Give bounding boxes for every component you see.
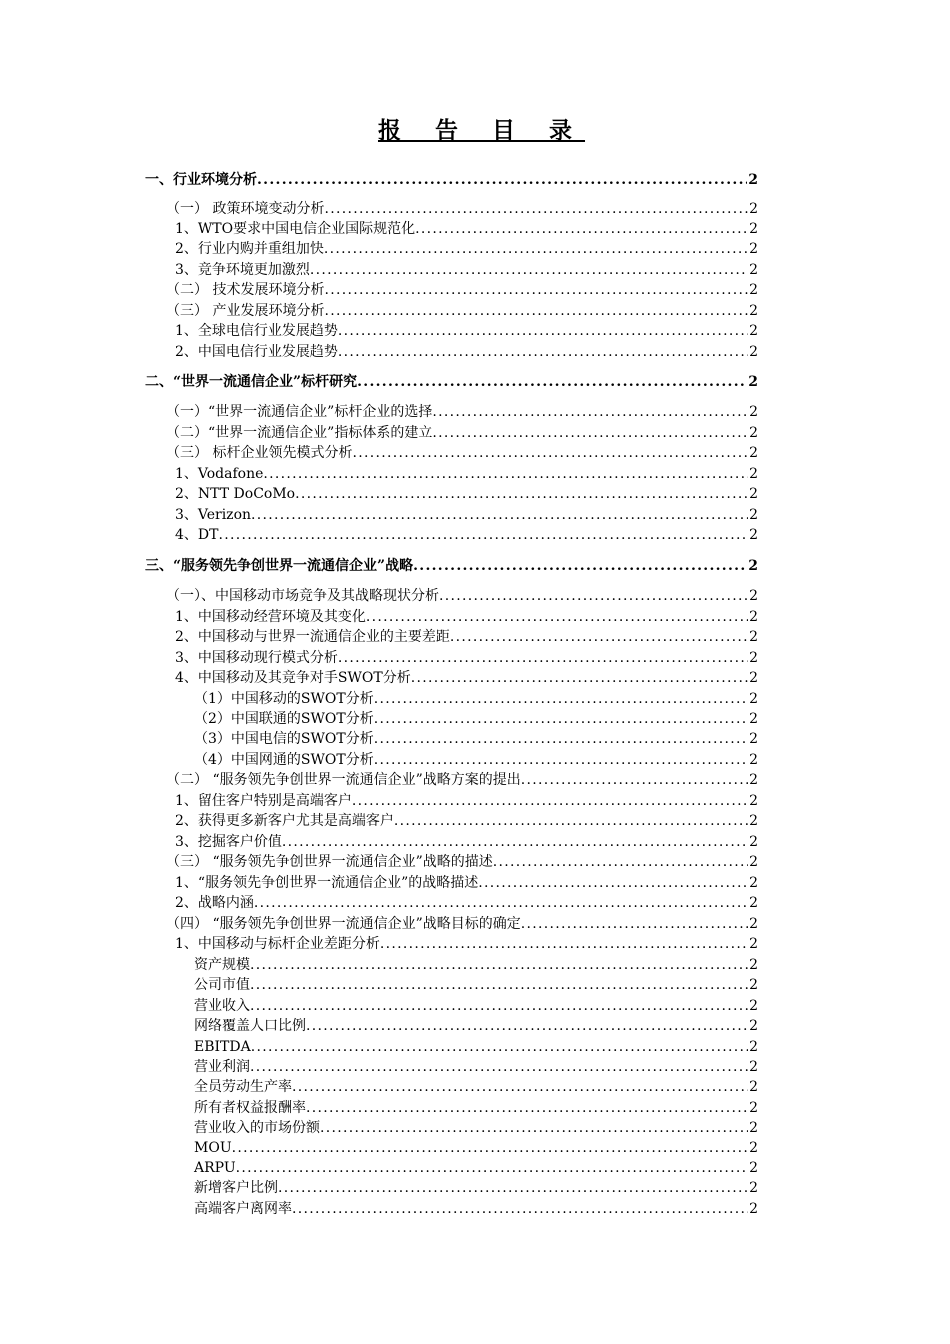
page-number: 2	[749, 813, 758, 829]
page-number: 2	[749, 1160, 758, 1176]
page-number: 2	[749, 241, 758, 257]
page-number: 2	[748, 374, 758, 390]
toc-entry-label: （3）中国电信的SWOT分析	[194, 731, 374, 747]
toc-entry-label: 1、WTO要求中国电信企业国际规范化	[175, 221, 416, 237]
toc-entry[interactable]	[194, 750, 758, 770]
dot-leader	[324, 239, 748, 259]
toc-entry-label: 2、中国移动与世界一流通信企业的主要差距	[175, 629, 450, 645]
toc-entry-label: 全员劳动生产率	[194, 1079, 292, 1095]
page-number: 2	[749, 466, 758, 482]
toc-entry-label: （一） 政策环境变动分析	[166, 201, 325, 217]
dot-leader	[374, 689, 748, 709]
page-title: 报 告 目 录	[377, 118, 586, 144]
page-number: 2	[749, 262, 758, 278]
toc-entry-label: （二） “服务领先争创世界一流通信企业”战略方案的提出	[166, 772, 521, 788]
page-number: 2	[749, 323, 758, 339]
toc-entry[interactable]	[194, 709, 758, 729]
toc-entry-label: 营业利润	[194, 1059, 250, 1075]
dot-leader	[320, 1118, 748, 1138]
toc-entry[interactable]	[175, 342, 758, 362]
toc-entry-label: 3、挖掘客户价值	[175, 834, 282, 850]
toc-entry[interactable]	[166, 852, 758, 872]
dot-leader	[250, 975, 748, 995]
dot-leader	[411, 668, 748, 688]
page-number: 2	[749, 895, 758, 911]
toc-entry[interactable]	[175, 607, 758, 627]
dot-leader	[439, 586, 748, 606]
toc-entry[interactable]	[166, 914, 758, 934]
toc-entry[interactable]	[194, 689, 758, 709]
page-number: 2	[749, 998, 758, 1014]
dot-leader	[521, 770, 748, 790]
dot-leader	[250, 1057, 748, 1077]
dot-leader	[338, 321, 748, 341]
toc-entry-label: 1、Vodafone	[175, 466, 264, 482]
dot-leader	[250, 996, 748, 1016]
dot-leader	[338, 648, 748, 668]
dot-leader	[338, 342, 748, 362]
dot-leader	[232, 1138, 748, 1158]
toc-entry-label: 3、中国移动现行模式分析	[175, 650, 338, 666]
dot-leader	[295, 484, 748, 504]
page-number: 2	[749, 425, 758, 441]
toc-entry-label: （三） 标杆企业领先模式分析	[166, 445, 353, 461]
page-number: 2	[749, 916, 758, 932]
page-number: 2	[749, 834, 758, 850]
page-number: 2	[748, 558, 758, 574]
page-number: 2	[749, 1018, 758, 1034]
dot-leader	[366, 607, 748, 627]
page-number: 2	[749, 793, 758, 809]
toc-entry[interactable]	[175, 873, 758, 893]
toc-entry-label: 1、全球电信行业发展趋势	[175, 323, 338, 339]
dot-leader	[380, 934, 748, 954]
toc-entry-section-2[interactable]	[145, 372, 758, 392]
toc-entry[interactable]	[194, 1118, 758, 1138]
page-number: 2	[749, 1059, 758, 1075]
toc-entry-label: （三） “服务领先争创世界一流通信企业”战略的描述	[166, 854, 493, 870]
page-number: 2	[749, 629, 758, 645]
toc-entry[interactable]	[166, 402, 758, 422]
dot-leader	[282, 832, 748, 852]
toc-entry-label: （二）“世界一流通信企业”指标体系的建立	[166, 425, 433, 441]
toc-entry[interactable]	[175, 668, 758, 688]
dot-leader	[415, 219, 748, 239]
page-number: 2	[749, 1039, 758, 1055]
dot-leader	[254, 893, 748, 913]
toc-entry-label: 3、竞争环境更加激烈	[175, 262, 310, 278]
toc-entry-label: 营业收入	[194, 998, 250, 1014]
toc-entry[interactable]	[194, 1178, 758, 1198]
toc-entry[interactable]	[194, 1057, 758, 1077]
dot-leader	[357, 372, 747, 392]
toc-entry[interactable]	[175, 505, 758, 525]
dot-leader	[450, 627, 748, 647]
toc-entry-label: 资产规模	[194, 957, 250, 973]
toc-entry[interactable]	[175, 832, 758, 852]
toc-entry-label: MOU	[194, 1140, 232, 1156]
toc-entry[interactable]	[175, 934, 758, 954]
page-number: 2	[749, 1180, 758, 1196]
page-number: 2	[749, 527, 758, 543]
dot-leader	[374, 729, 748, 749]
toc-entry[interactable]	[175, 648, 758, 668]
dot-leader	[251, 1037, 748, 1057]
page-number: 2	[749, 650, 758, 666]
toc-entry-label: 2、NTT DoCoMo	[175, 486, 296, 502]
toc-entry[interactable]	[175, 321, 758, 341]
dot-leader	[374, 750, 748, 770]
toc-entry-label: EBITDA	[194, 1039, 251, 1055]
toc-entry-label: 4、DT	[175, 527, 219, 543]
page-number: 2	[749, 936, 758, 952]
page-number: 2	[749, 977, 758, 993]
toc-entry-label: ARPU	[194, 1160, 236, 1176]
toc-entry[interactable]	[166, 199, 758, 219]
dot-leader	[257, 170, 747, 190]
dot-leader	[432, 402, 748, 422]
page-number: 2	[749, 609, 758, 625]
toc-entry[interactable]	[194, 1098, 758, 1118]
page-number: 2	[749, 1201, 758, 1217]
toc-entry[interactable]	[166, 770, 758, 790]
dot-leader	[251, 505, 748, 525]
toc-entry-label: 公司市值	[194, 977, 250, 993]
page-number: 2	[749, 957, 758, 973]
toc-entry[interactable]	[194, 1037, 758, 1057]
toc-entry[interactable]	[175, 260, 758, 280]
toc-entry-label: 网络覆盖人口比例	[194, 1018, 306, 1034]
dot-leader	[250, 955, 748, 975]
toc-entry-label: 1、中国移动经营环境及其变化	[175, 609, 366, 625]
page-number: 2	[749, 507, 758, 523]
toc-entry-label: （三） 产业发展环境分析	[166, 303, 325, 319]
dot-leader	[493, 852, 748, 872]
page-number: 2	[749, 752, 758, 768]
dot-leader	[263, 464, 748, 484]
toc-entry-label: （1）中国移动的SWOT分析	[194, 691, 374, 707]
toc-entry-label: 3、Verizon	[175, 507, 252, 523]
toc-entry-label: 三、“服务领先争创世界一流通信企业”战略	[145, 558, 414, 574]
toc-entry-label: （一）、中国移动市场竞争及其战略现状分析	[166, 588, 439, 604]
dot-leader	[478, 873, 748, 893]
dot-leader	[306, 1016, 748, 1036]
page-number: 2	[749, 445, 758, 461]
dot-leader	[306, 1098, 748, 1118]
toc-entry[interactable]	[194, 996, 758, 1016]
toc-entry-label: （2）中国联通的SWOT分析	[194, 711, 374, 727]
page-number: 2	[749, 344, 758, 360]
page-number: 2	[748, 172, 758, 188]
toc-entry-label: 营业收入的市场份额	[194, 1120, 320, 1136]
page-number: 2	[749, 711, 758, 727]
toc-entry-label: （一）“世界一流通信企业”标杆企业的选择	[166, 404, 433, 420]
dot-leader	[310, 260, 748, 280]
page-number: 2	[749, 875, 758, 891]
page-number: 2	[749, 588, 758, 604]
toc-entry[interactable]	[194, 1016, 758, 1036]
toc-entry-label: 2、获得更多新客户尤其是高端客户	[175, 813, 394, 829]
toc-entry-label: （二） 技术发展环境分析	[166, 282, 325, 298]
toc-entry-label: 1、留住客户特别是高端客户	[175, 793, 352, 809]
page-number: 2	[749, 772, 758, 788]
page-number: 2	[749, 486, 758, 502]
toc-entry[interactable]	[194, 955, 758, 975]
toc-entry-label: 一、行业环境分析	[145, 172, 257, 188]
dot-leader	[236, 1158, 748, 1178]
page-number: 2	[749, 731, 758, 747]
dot-leader	[352, 443, 748, 463]
dot-leader	[394, 811, 748, 831]
toc-entry-label: 2、中国电信行业发展趋势	[175, 344, 338, 360]
dot-leader	[413, 556, 747, 576]
toc-entry[interactable]	[194, 729, 758, 749]
page-number: 2	[749, 691, 758, 707]
toc-entry[interactable]	[175, 219, 758, 239]
toc-entry-label: 2、行业内购并重组加快	[175, 241, 324, 257]
toc-entry-label: 所有者权益报酬率	[194, 1100, 306, 1116]
toc-entry-label: 4、中国移动及其竞争对手SWOT分析	[175, 670, 411, 686]
toc-entry-section-1[interactable]	[145, 170, 758, 190]
toc-entry-label: 二、“世界一流通信企业”标杆研究	[145, 374, 358, 390]
toc-entry[interactable]	[194, 975, 758, 995]
dot-leader	[324, 199, 748, 219]
page-number: 2	[749, 1079, 758, 1095]
page-number: 2	[749, 854, 758, 870]
toc-entry-label: 高端客户离网率	[194, 1201, 292, 1217]
page-number: 2	[749, 201, 758, 217]
dot-leader	[324, 280, 748, 300]
toc-entry[interactable]	[175, 525, 758, 545]
page-number: 2	[749, 303, 758, 319]
toc-entry[interactable]	[166, 423, 758, 443]
toc-entry[interactable]	[175, 627, 758, 647]
toc-entry[interactable]	[166, 301, 758, 321]
dot-leader	[374, 709, 748, 729]
dot-leader	[521, 914, 748, 934]
toc-entry[interactable]	[194, 1158, 758, 1178]
page-number: 2	[749, 670, 758, 686]
toc-entry[interactable]	[194, 1138, 758, 1158]
toc-entry-section-3[interactable]	[145, 556, 758, 576]
toc-entry-label: 1、中国移动与标杆企业差距分析	[175, 936, 380, 952]
dot-leader	[352, 791, 748, 811]
dot-leader	[324, 301, 748, 321]
page-number: 2	[749, 221, 758, 237]
dot-leader	[278, 1178, 748, 1198]
toc-entry[interactable]	[166, 586, 758, 606]
toc-entry[interactable]	[166, 443, 758, 463]
dot-leader	[218, 525, 748, 545]
toc-entry[interactable]	[166, 280, 758, 300]
dot-leader	[292, 1077, 748, 1097]
page-number: 2	[749, 1140, 758, 1156]
dot-leader	[292, 1199, 748, 1219]
toc-entry[interactable]	[175, 893, 758, 913]
toc-entry[interactable]	[194, 1199, 758, 1219]
toc-entry-label: 2、战略内涵	[175, 895, 254, 911]
page-number: 2	[749, 1100, 758, 1116]
toc-entry-label: 新增客户比例	[194, 1180, 278, 1196]
toc-entry[interactable]	[175, 791, 758, 811]
page-number: 2	[749, 404, 758, 420]
toc-entry-label: （四） “服务领先争创世界一流通信企业”战略目标的确定	[166, 916, 521, 932]
toc-entry-label: 1、“服务领先争创世界一流通信企业”的战略描述	[175, 875, 479, 891]
toc-entry[interactable]	[175, 811, 758, 831]
toc-entry[interactable]	[175, 464, 758, 484]
toc-entry[interactable]	[175, 239, 758, 259]
dot-leader	[432, 423, 748, 443]
toc-entry-label: （4）中国网通的SWOT分析	[194, 752, 374, 768]
toc-entry[interactable]	[194, 1077, 758, 1097]
page-number: 2	[749, 282, 758, 298]
page-number: 2	[749, 1120, 758, 1136]
toc-entry[interactable]	[175, 484, 758, 504]
